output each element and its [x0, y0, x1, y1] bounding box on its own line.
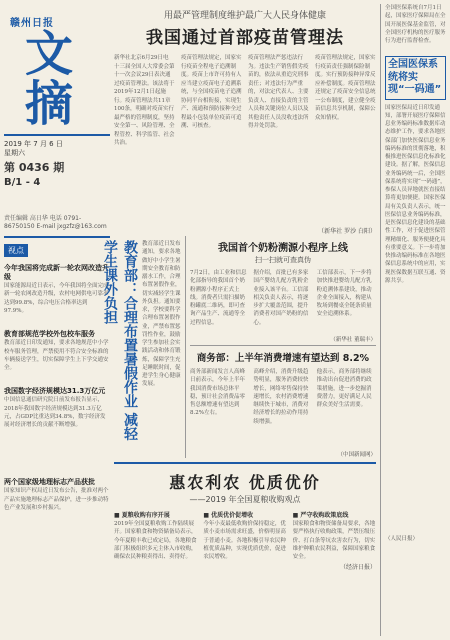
top-article-headline: 我国通过首部疫苗管理法	[146, 28, 344, 48]
summer-grain-col-1	[114, 511, 197, 629]
consumption-body	[190, 368, 376, 448]
issue-weekday: 星期六	[4, 149, 25, 158]
summer-grain-text-3: 国家粮食和物资储备局要求，各地要严格执行收购政策，严禁压级压价、打白条等坑农害农行为，切实维护种粮农民利益，保障国家粮食安全。	[292, 521, 376, 560]
right-column	[380, 4, 446, 636]
summer-grain-text-1: 2019年全国夏粮收购工作陆续展开。国家粮食和物资储备局表示，今年夏粮丰收已成定局，各地粮食部门积极组织多元主体入市收购，确保农民种粮卖得出、卖得好。	[114, 521, 197, 560]
top-article-kicker: 用最严管理制度维护最广大人民身体健康	[163, 11, 326, 21]
right-feature-byline: （人民日报）	[385, 535, 419, 542]
summer-grain-body	[114, 511, 376, 629]
vertical-commentary-text: 教育部近日发布通知，要求各地做好中小学生暑期安全教育和防溺水工作，合理布置暑假作业，切实减轻学生课外负担。通知要求，学校要科学合理布置暑假作业，严禁布置惩罚性作业，鼓励学生参加社会实践活动和体育锻炼，保障学生充足睡眠时间，促进学生身心健康发展。	[142, 241, 181, 388]
summer-grain-note-3: ■ 严守收购政策底线	[292, 512, 349, 519]
edition-number: B/1 - 4	[4, 176, 41, 188]
right-top-text: 全国医保系统自7月1日起，国家医疗保障局在全国开展医保基金监管，对全国医疗机构的医疗服务行为进行监督检查。	[385, 5, 446, 44]
left-column	[4, 236, 110, 636]
summer-grain-note-2: ■ 优质优价促增收	[203, 512, 254, 519]
issue-date: 2019 年 7 月 6 日	[4, 140, 63, 148]
vertical-commentary	[102, 236, 186, 458]
milk-powder-headline: 我国首个奶粉溯源小程序上线	[218, 243, 348, 254]
top-article-body	[114, 54, 376, 224]
top-article	[114, 4, 376, 235]
milk-powder-col-3: 工信部表示，下一步将加快推进婴幼儿配方乳粉追溯体系建设，推动企业全面接入，构建从牧场到餐桌全链条质量安全追溯体系。	[316, 270, 372, 318]
left-item-2-title: 教育部规范学校外包校车服务	[4, 330, 95, 339]
milk-powder-article	[190, 236, 376, 346]
vertical-commentary-title: 教育部：合理布置暑假作业 减轻学生课外负担	[102, 240, 138, 441]
masthead	[4, 4, 110, 136]
consumption-col-1: 商务部新闻发言人高峰日前表示，今年上半年我国消费市场总体平稳，预计社会消费品零售总额增速有望达到8.2%左右。	[190, 369, 246, 417]
consumption-col-2: 高峰介绍，消费升级趋势明显，服务消费较快增长，网络零售保持快速增长，农村消费增速继续快于城市，消费对经济增长的拉动作用持续增强。	[253, 369, 309, 425]
summer-grain-subhead: ——2019 年全国夏粮收购观点	[189, 495, 301, 504]
top-article-col-1: 新华社北京6月29日电 十三届全国人大常委会第十一次会议29日表决通过疫苗管理法。该法将于2019年12月1日起施行。疫苗管理法共11章100条，明确对疫苗实行最严格的管理制度，坚持安全第一、风险管理、全程管控、科学监管、社会共治。	[114, 55, 175, 147]
milk-powder-subhead: 扫一扫就可查真伪	[255, 256, 311, 264]
top-article-col-4: 疫苗管理法规定，国家实行疫苗责任强制保险制度。实行预防接种异常反应补偿制度。疫苗管理法还规定了疫苗安全信息统一公布制度，建立健全疫苗信息共享机制，保障公众知情权。	[315, 55, 376, 121]
milk-powder-col-2: 据介绍，首批已有多家国产婴幼儿配方乳粉企业接入该平台。工信部相关负责人表示，将逐步扩大覆盖范围，提升消费者对国产奶粉的信心。	[253, 270, 309, 326]
left-item-3-text: 中国信息通信研究院日前发布报告显示，2018年我国数字经济规模达到31.3万亿元，占GDP比重达到34.8%，数字经济发展对经济增长的贡献不断增强。	[4, 397, 106, 429]
milk-powder-col-1: 7月2日，由工业和信息化部指导的我国首个奶粉溯源小程序正式上线。消费者只需扫描奶粉罐底二维码，即可查询产品生产、流通等全过程信息。	[190, 270, 247, 326]
summer-grain-note-1: ■ 夏粮收购有序开展	[114, 512, 170, 519]
top-article-col-2: 疫苗管理法规定，国家实行疫苗全程电子追溯制度。疫苗上市许可持有人应当建立疫苗电子追溯系统，与全国疫苗电子追溯协同平台相衔接，实现生产、流通和预防接种全过程最小包装单位疫苗可追溯、可核查。	[181, 55, 242, 130]
right-feature-text: 国家医保局近日印发通知，部署开展医疗保障信息业务编码标准数据库动态维护工作，要求各地医保部门加快医保信息业务编码标准的贯彻落地，积极推进医保信息化标准化建设。据了解，医保信息业务编码统一后，全国医保系统将实现“一码通”，参保人员异地就医直接结算将更加便捷。国家医保局有关负责人表示，统一医保信息业务编码标准，是医保信息化建设的基础性工作，对于促进医保管理精细化、服务便捷化具有重要意义。下一步将加快推动编码标准在各地医保信息系统中的应用，实现医保数据互联互通、资源共享。	[385, 104, 446, 284]
masthead-info	[4, 140, 110, 189]
right-feature-title: 全国医保系统将实现“一码通”	[388, 59, 442, 95]
summer-grain-col-2	[203, 511, 286, 629]
left-item-3-title: 我国数字经济规模达31.3万亿元	[4, 387, 106, 396]
consumption-article	[190, 348, 376, 458]
consumption-byline: （中国新闻网）	[337, 452, 376, 458]
left-item-1-text: 国家能源局近日表示，今年我国将全面完成新一轮农网改造升级，农村电网供电可靠率达到99.8%，综合电压合格率达到97.9%。	[4, 283, 109, 314]
summer-grain-col-3	[293, 511, 376, 629]
masthead-staff: 责任编辑 高日华 电话 0791-86750150 E-mail jxgzfz@163.com	[4, 215, 107, 231]
right-feature-box	[385, 56, 446, 100]
issue-number: 第 0436 期	[4, 160, 65, 174]
summer-grain-byline: （经济日报）	[339, 564, 376, 572]
top-article-byline: （新华社 罗沙 白阳）	[318, 228, 376, 235]
summer-grain-headline: 惠农利农 优质优价	[169, 473, 321, 492]
milk-powder-body	[190, 269, 376, 333]
top-article-col-3: 疫苗管理法严惩违法行为。违法生产销售假劣疫苗的，依法从重追究刑事责任；对违法行为严重的，对法定代表人、主要负责人、直接负责的主管人员和关键岗位人员以及其他责任人员没收违法所得并处罚款。	[248, 55, 309, 130]
left-item-4-title: 两个国家级地理标志产品获批	[4, 478, 95, 487]
left-item-4-text: 国家知识产权局近日发布公告，批准对两个产品实施地理标志产品保护，进一步推动特色产业发展和乡村振兴。	[4, 488, 109, 511]
milk-powder-byline: （新华社 董瑞丰）	[330, 337, 376, 343]
consumption-headline: 商务部：上半年消费增速有望达到 8.2%	[196, 353, 370, 364]
section-char-1: 文	[24, 26, 73, 82]
section-tag: 视点	[4, 244, 28, 257]
section-char-2: 摘	[24, 76, 73, 132]
left-item-1-title: 今年我国将完成新一轮农网改造升级	[4, 264, 109, 282]
left-item-2-text: 教育部近日印发通知，要求各地规范中小学校车服务管理，严禁使用不符合安全标准的车辆接送学生，切实保障学生上下学交通安全。	[4, 340, 109, 372]
summer-grain-text-2: 今年小麦最低收购价保持稳定，优质小麦市场需求旺盛，价格明显高于普通小麦。各地积极引导农民种植优质品种，实现优质优价，促进农民增收。	[203, 521, 286, 560]
summer-grain-feature	[114, 462, 376, 636]
consumption-col-3: 他表示，商务部将继续推动出台促进消费的政策措施，进一步挖掘消费潜力，更好满足人民群众美好生活需要。	[316, 369, 372, 408]
paper-name: 赣州日报	[10, 18, 54, 29]
